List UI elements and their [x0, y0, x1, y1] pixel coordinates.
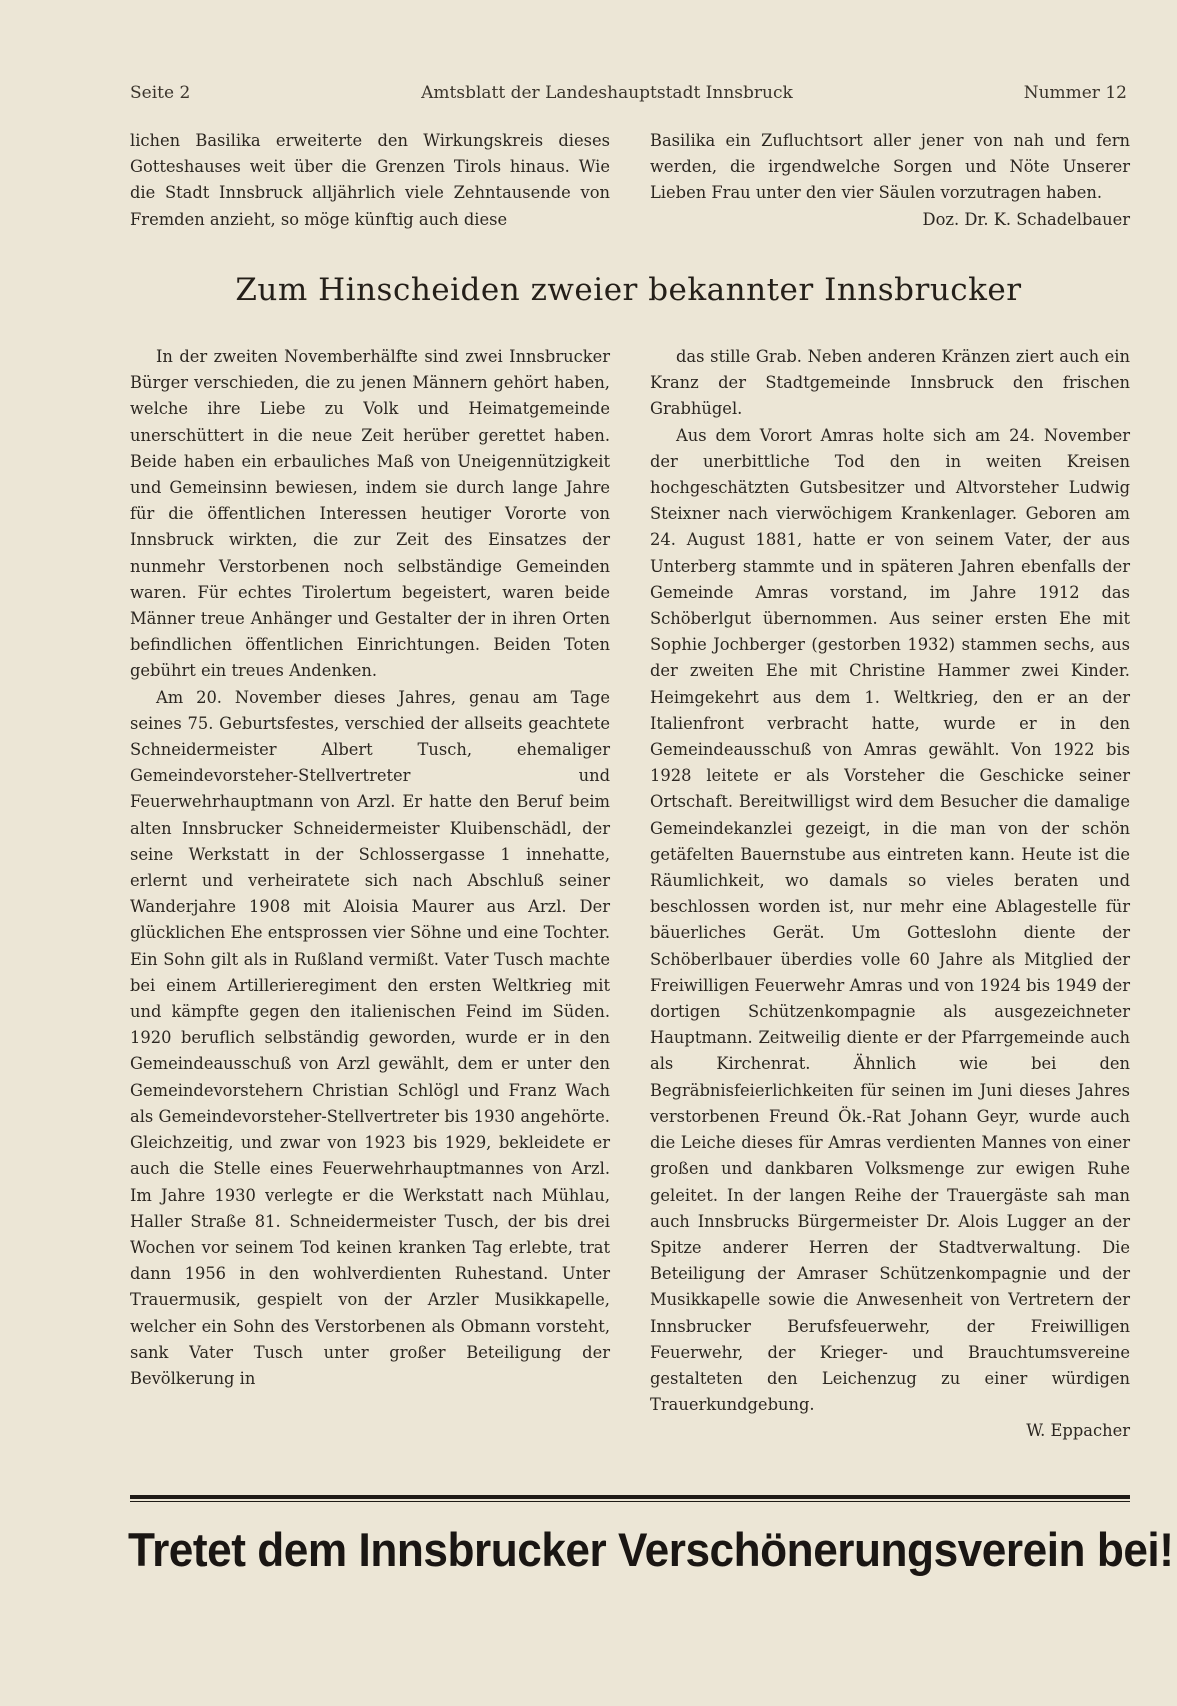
divider-rule-thin: [130, 1501, 1130, 1502]
article-paragraph: Aus dem Vorort Amras holte sich am 24. November der unerbittliche Tod den in weiten Kreisen hochgeschätzten Gutsbesitzer und Altvorsteher Ludwig Steixner nach vierwöchigem Krankenlager. Geboren am 24. August 1881, hatte er von seinem Vater, der aus Unterberg stammte und in späteren Jahren ebenfalls der Gemeinde Amras vorstand, im Jahre 1912 das Schöberlgut übernommen. Aus seiner ersten Ehe mit Sophie Jochberger (gestorben 1932) stammen sechs, aus der zweiten Ehe mit Christine Hammer zwei Kinder. Heimgekehrt aus dem 1. Weltkrieg, den er an der Italienfront verbracht hatte, wurde er in den Gemeindeausschuß von Amras gewählt. Von 1922 bis 1928 leitete er als Vorsteher die Geschicke seiner Ortschaft. Bereitwilligst wird dem Besucher die damalige Gemeindekanzlei gezeigt, in die man von der schön getäfelten Bauernstube aus eintreten kann. Heute ist die Räumlichkeit, wo damals so vieles beraten und beschlossen worden ist, nur mehr eine Ablagestelle für bäuerliches Gerät. Um Gotteslohn diente der Schöberlbauer überdies volle 60 Jahre als Mitglied der Freiwilligen Feuerwehr Amras und von 1924 bis 1949 der dortigen Schützenkompagnie als ausgezeichneter Hauptmann. Zeitweilig diente er der Pfarrgemeinde auch als Kirchenrat. Ähnlich wie bei den Begräbnisfeierlichkeiten für seinen im Juni dieses Jahres verstorbenen Freund Ök.-Rat Johann Geyr, wurde auch die Leiche dieses für Amras verdienten Mannes von einer großen und dankbaren Volksmenge zur ewigen Ruhe geleitet. In der langen Reihe der Trauergäste sah man auch Innsbrucks Bürgermeister Dr. Alois Lugger an der Spitze anderer Herren der Stadtverwaltung. Die Beteiligung der Amraser Schützenkompagnie und der Musikkapelle sowie die Anwesenheit von Vertretern der Innsbrucker Berufsfeuerwehr, der Freiwilligen Feuerwehr, der Krieger- und Brauchtumsvereine gestalteten den Leichenzug zu einer würdigen Trauerkundgebung.: [650, 425, 1130, 1415]
page-header: [130, 78, 1127, 108]
article-right-column: [650, 344, 1130, 1445]
article-left-column: [130, 344, 610, 1445]
previous-article-left-text: lichen Basilika erweiterte den Wirkungskreis dieses Gotteshauses weit über die Grenzen Tirols hinaus. Wie die Stadt Innsbruck alljährlich viele Zehntausende von Fremden anzieht, so möge künftig auch diese: [130, 131, 610, 229]
article-body: [130, 344, 1130, 1445]
article-paragraph: das stille Grab. Neben anderen Kränzen ziert auch ein Kranz der Stadtgemeinde Innsbruck den frischen Grabhügel.: [650, 347, 1130, 419]
previous-article-signature: Doz. Dr. K. Schadelbauer: [922, 209, 1130, 229]
previous-article-ending: [130, 128, 1130, 233]
page-number: Seite 2: [130, 83, 191, 103]
previous-article-right-text: Basilika ein Zufluchtsort aller jener von nah und fern werden, die irgendwelche Sorgen und Nöte Unserer Lieben Frau unter den vier Säulen vorzutragen haben.: [650, 131, 1130, 203]
previous-article-left-column: [130, 128, 610, 233]
article-paragraph: Am 20. November dieses Jahres, genau am Tage seines 75. Geburtsfestes, verschied der allseits geachtete Schneidermeister Albert Tusch, ehemaliger Gemeindevorsteher-Stellvertreter und Feuerwehrhauptmann von Arzl. Er hatte den Beruf beim alten Innsbrucker Schneidermeister Kluibenschädl, der seine Werkstatt in der Schlossergasse 1 innehatte, erlernt und verheiratete sich nach Abschluß seiner Wanderjahre 1908 mit Aloisia Maurer aus Arzl. Der glücklichen Ehe entsprossen vier Söhne und eine Tochter. Ein Sohn gilt als in Rußland vermißt. Vater Tusch machte bei einem Artillerieregiment den ersten Weltkrieg mit und kämpfte gegen den italienischen Feind im Süden. 1920 beruflich selbständig geworden, wurde er in den Gemeindeausschuß von Arzl gewählt, dem er unter den Gemeindevorstehern Christian Schlögl und Franz Wach als Gemeindevorsteher-Stellvertreter bis 1930 angehörte. Gleichzeitig, und zwar von 1923 bis 1929, bekleidete er auch die Stelle eines Feuerwehrhauptmannes von Arzl. Im Jahre 1930 verlegte er die Werkstatt nach Mühlau, Haller Straße 81. Schneidermeister Tusch, der bis drei Wochen vor seinem Tod keinen kranken Tag erlebte, trat dann 1956 in den wohlverdienten Ruhestand. Unter Trauermusik, gespielt von der Arzler Musikkapelle, welcher ein Sohn des Verstorbenen als Obmann vorsteht, sank Vater Tusch unter großer Beteiligung der Bevölkerung in: [130, 687, 610, 1388]
advertisement-banner: Tretet dem Innsbrucker Verschönerungsverein bei!: [128, 1523, 1174, 1576]
article-paragraph: In der zweiten Novemberhälfte sind zwei Innsbrucker Bürger verschieden, die zu jenen Männern gehört haben, welche ihre Liebe zu Volk und Heimatgemeinde unerschüttert in die neue Zeit herüber gerettet haben. Beide haben ein erbauliches Maß von Uneigennützigkeit und Gemeinsinn bewiesen, indem sie durch lange Jahre für die öffentlichen Interessen heutiger Vororte von Innsbruck wirkten, die zur Zeit des Einsatzes der nunmehr Verstorbenen noch selbständige Gemeinden waren. Für echtes Tirolertum begeistert, waren beide Männer treue Anhänger und Gestalter der in ihren Orten befindlichen öffentlichen Einrichtungen. Beiden Toten gebührt ein treues Andenken.: [130, 347, 610, 681]
publication-title: Amtsblatt der Landeshauptstadt Innsbruck: [421, 83, 793, 103]
previous-article-right-column: [650, 128, 1130, 233]
divider-rule: [130, 1495, 1130, 1499]
article-signature: W. Eppacher: [1026, 1421, 1130, 1441]
article-title: Zum Hinscheiden zweier bekannter Innsbrucker: [235, 272, 1022, 308]
issue-number: Nummer 12: [1023, 83, 1127, 103]
